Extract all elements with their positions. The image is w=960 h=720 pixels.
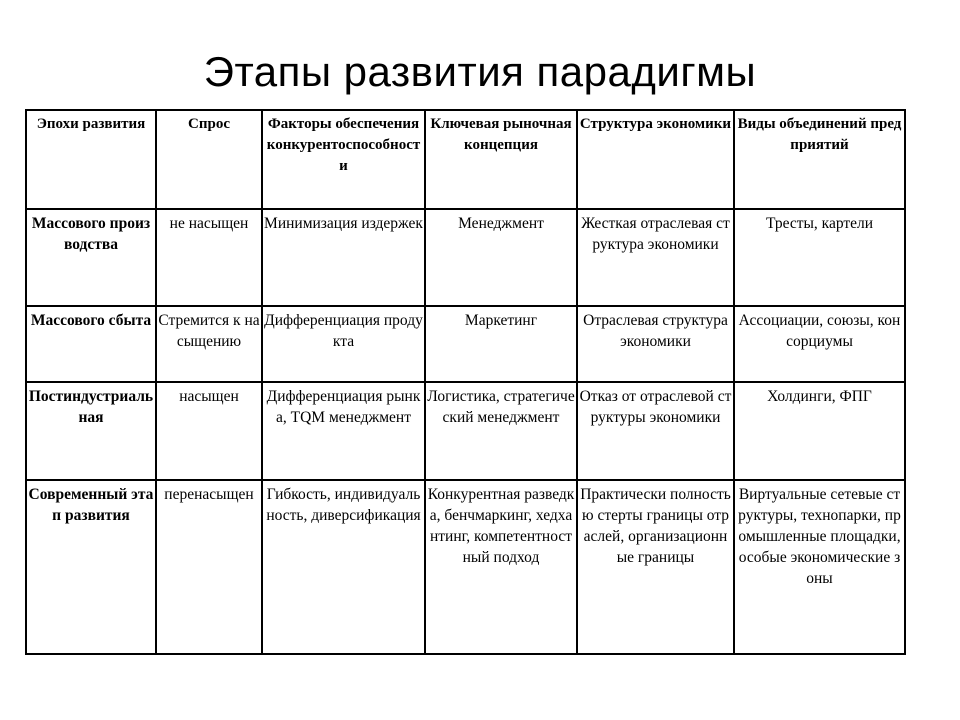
table-cell: Отраслевая структура экономики bbox=[577, 306, 734, 382]
table-cell: Гибкость, индивидуальность, диверсификация bbox=[262, 480, 425, 654]
header-cell: Факторы обеспечения конкурентоспособности bbox=[262, 110, 425, 209]
table-cell: Тресты, картели bbox=[734, 209, 905, 306]
table-cell: Минимизация издержек bbox=[262, 209, 425, 306]
table-cell: Дифференциация продукта bbox=[262, 306, 425, 382]
header-cell: Эпохи развития bbox=[26, 110, 156, 209]
slide-title: Этапы развития парадигмы bbox=[203, 48, 757, 95]
table-cell: Конкурентная разведка, бенчмаркинг, хедхантинг, компетентностный подход bbox=[425, 480, 577, 654]
header-cell: Структура экономики bbox=[577, 110, 734, 209]
stage-cell: Постиндустриальная bbox=[26, 382, 156, 480]
stage-cell: Массового сбыта bbox=[26, 306, 156, 382]
stage-cell: Современный этап развития bbox=[26, 480, 156, 654]
table-cell: Маркетинг bbox=[425, 306, 577, 382]
table-header-row bbox=[26, 110, 905, 209]
table-cell: насыщен bbox=[156, 382, 262, 480]
table-row bbox=[26, 209, 905, 306]
table-cell: Стремится к насыщению bbox=[156, 306, 262, 382]
table-cell: Логистика, стратегический менеджмент bbox=[425, 382, 577, 480]
table-cell: не насыщен bbox=[156, 209, 262, 306]
table-cell: Практически полностью стерты границы отраслей, организационные границы bbox=[577, 480, 734, 654]
header-cell: Спрос bbox=[156, 110, 262, 209]
header-cell: Виды объединений предприятий bbox=[734, 110, 905, 209]
table-cell: Жесткая отраслевая структура экономики bbox=[577, 209, 734, 306]
table-cell: Отказ от отраслевой структуры экономики bbox=[577, 382, 734, 480]
table-cell: Виртуальные сетевые структуры, технопарки, промышленные площадки, особые экономические зоны bbox=[734, 480, 905, 654]
table-row bbox=[26, 480, 905, 654]
stage-cell: Массового производства bbox=[26, 209, 156, 306]
table-cell: Дифференциация рынка, TQM менеджмент bbox=[262, 382, 425, 480]
table-cell: Холдинги, ФПГ bbox=[734, 382, 905, 480]
paradigm-stages-table bbox=[25, 109, 906, 655]
table-cell: перенасыщен bbox=[156, 480, 262, 654]
table-row bbox=[26, 382, 905, 480]
table-cell: Менеджмент bbox=[425, 209, 577, 306]
table-row bbox=[26, 306, 905, 382]
table-cell: Ассоциации, союзы, консорциумы bbox=[734, 306, 905, 382]
header-cell: Ключевая рыночная концепция bbox=[425, 110, 577, 209]
